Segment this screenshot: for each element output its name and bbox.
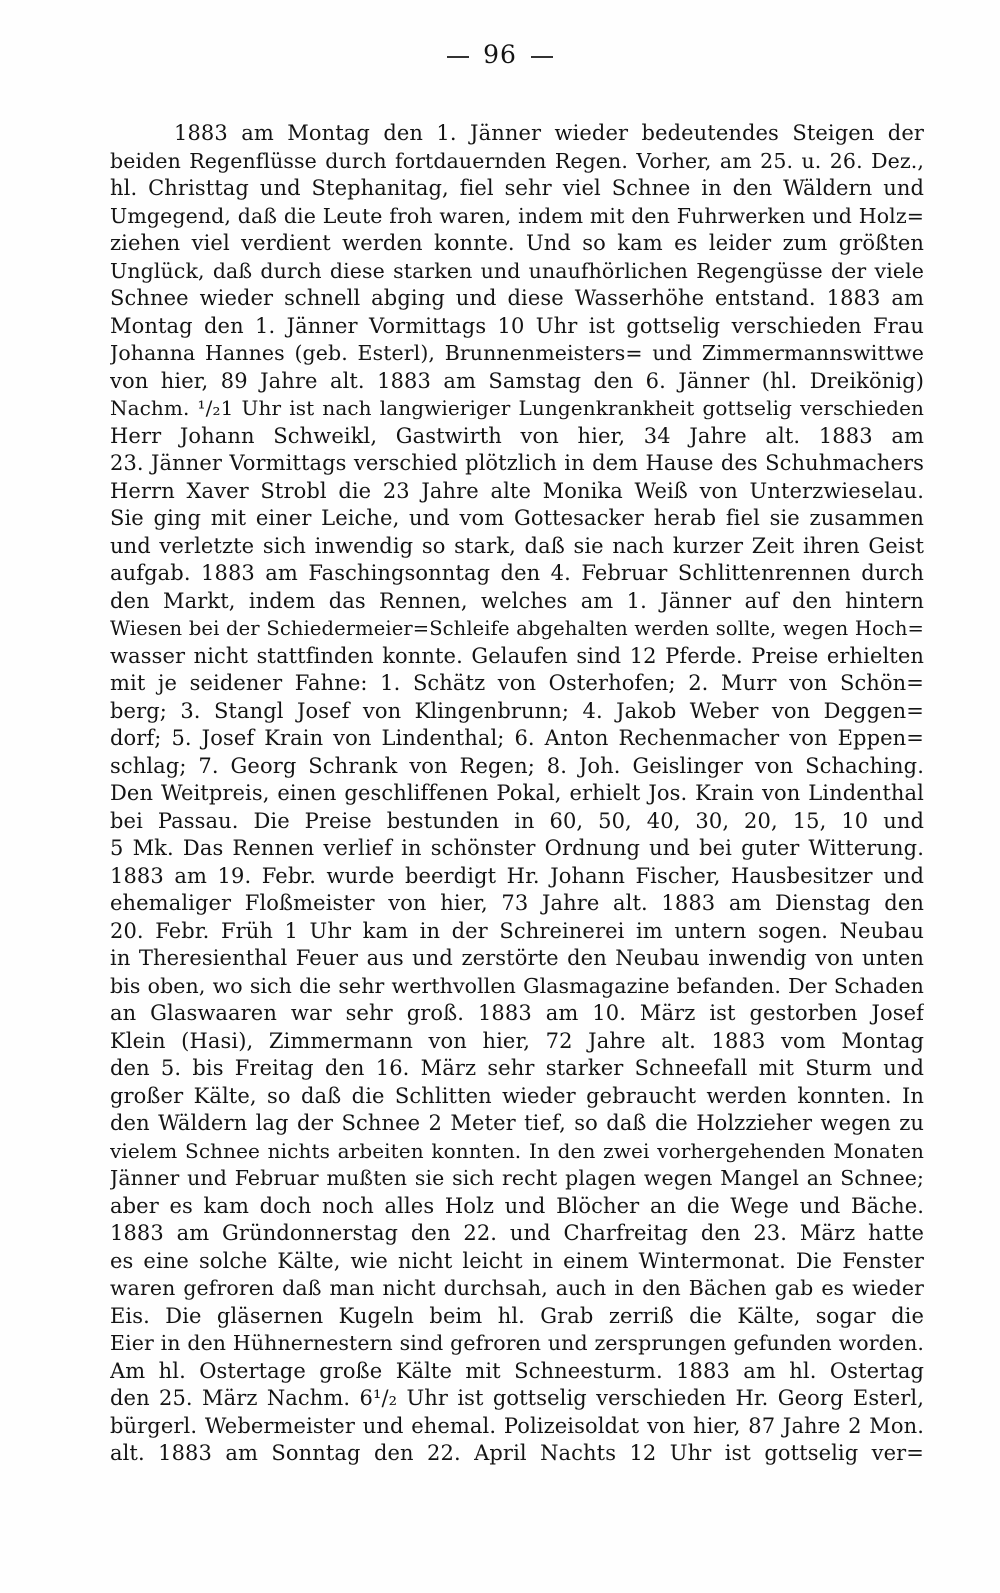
text-line: hl. Christtag und Stephanitag, fiel sehr viel Schnee in den Wäldern und [110, 176, 924, 200]
text-line: Montag den 1. Jänner Vormittags 10 Uhr ist gottselig verschieden Frau [110, 313, 924, 338]
text-line: Herrn Xaver Strobl die 23 Jahre alte Monika Weiß von Unterzwieselau. [110, 478, 924, 503]
text-line: den 25. März Nachm. 6¹/₂ Uhr ist gottselig verschieden Hr. Georg Esterl, [110, 1386, 924, 1410]
text-line: 23. Jänner Vormittags verschied plötzlich in dem Hause des Schuhmachers [110, 451, 924, 475]
text-line: Klein (Hasi), Zimmermann von hier, 72 Jahre alt. 1883 vom Montag [110, 1028, 924, 1053]
text-line: den Markt, indem das Rennen, welches am 1. Jänner auf den hintern [110, 588, 924, 613]
text-line: aufgab. 1883 am Faschingsonntag den 4. Februar Schlittenrennen durch [110, 561, 924, 585]
text-line: 1883 am 19. Febr. wurde beerdigt Hr. Johann Fischer, Hausbesitzer und [110, 863, 924, 888]
text-line: bürgerl. Webermeister und ehemal. Polizeisoldat von hier, 87 Jahre 2 Mon. [110, 1413, 924, 1438]
text-line: 1883 am Gründonnerstag den 22. und Charfreitag den 23. März hatte [110, 1221, 924, 1245]
text-line: Umgegend, daß die Leute froh waren, indem mit den Fuhrwerken und Holz= [110, 203, 924, 228]
text-line: Johanna Hannes (geb. Esterl), Brunnenmeisters= und Zimmermannswittwe [110, 341, 924, 365]
text-line: Sie ging mit einer Leiche, und vom Gottesacker herab fiel sie zusammen [110, 506, 924, 530]
text-line: Herr Johann Schweikl, Gastwirth von hier, 34 Jahre alt. 1883 am [110, 423, 924, 448]
text-line: 1883 am Montag den 1. Jänner wieder bedeutendes Steigen der [174, 121, 924, 145]
text-line: Wiesen bei der Schiedermeier=Schleife abgehalten werden sollte, wegen Hoch= [110, 617, 924, 640]
text-line: von hier, 89 Jahre alt. 1883 am Samstag den 6. Jänner (hl. Dreikönig) [110, 368, 924, 393]
page-number: 96 [483, 40, 517, 69]
text-line: waren gefroren daß man nicht durchsah, auch in den Bächen gab es wieder [110, 1276, 924, 1300]
text-line: wasser nicht stattfinden konnte. Gelaufen sind 12 Pferde. Preise erhielten [110, 643, 924, 668]
text-line: Den Weitpreis, einen geschliffenen Pokal, erhielt Jos. Krain von Lindenthal [110, 781, 924, 805]
text-line: es eine solche Kälte, wie nicht leicht in einem Wintermonat. Die Fenster [110, 1248, 924, 1273]
body-text [110, 120, 924, 1468]
text-line: Eier in den Hühnernestern sind gefroren und zersprungen gefunden worden. [110, 1331, 924, 1355]
header-dash-left [447, 56, 469, 58]
text-line: Am hl. Ostertage große Kälte mit Schneesturm. 1883 am hl. Ostertag [110, 1358, 924, 1383]
text-line: 20. Febr. Früh 1 Uhr kam in der Schreinerei im untern sogen. Neubau [110, 918, 924, 943]
text-line: in Theresienthal Feuer aus und zerstörte den Neubau inwendig von unten [110, 946, 924, 970]
header-dash-right [531, 56, 553, 58]
text-line: Unglück, daß durch diese starken und unaufhörlichen Regengüsse der viele [110, 258, 924, 283]
text-line: beiden Regenflüsse durch fortdauernden Regen. Vorher, am 25. u. 26. Dez., [110, 148, 924, 173]
text-line: an Glaswaaren war sehr groß. 1883 am 10. März ist gestorben Josef [110, 1001, 924, 1025]
text-line: schlag; 7. Georg Schrank von Regen; 8. Joh. Geislinger von Schaching. [110, 753, 924, 778]
text-line: ehemaliger Floßmeister von hier, 73 Jahre alt. 1883 am Dienstag den [110, 891, 924, 915]
text-line: großer Kälte, so daß die Schlitten wieder gebraucht werden konnten. In [110, 1083, 924, 1108]
text-line: den 5. bis Freitag den 16. März sehr starker Schneefall mit Sturm und [110, 1056, 924, 1080]
text-line: berg; 3. Stangl Josef von Klingenbrunn; 4. Jakob Weber von Deggen= [110, 698, 924, 723]
text-line: Jänner und Februar mußten sie sich recht plagen wegen Mangel an Schnee; [110, 1166, 924, 1190]
text-line: bis oben, wo sich die sehr werthvollen Glasmagazine befanden. Der Schaden [110, 973, 924, 998]
text-line: bei Passau. Die Preise bestunden in 60, 50, 40, 30, 20, 15, 10 und [110, 808, 924, 833]
text-line: aber es kam doch noch alles Holz und Blöcher an die Wege und Bäche. [110, 1193, 924, 1218]
text-line: und verletzte sich inwendig so stark, daß sie nach kurzer Zeit ihren Geist [110, 533, 924, 558]
text-line: vielem Schnee nichts arbeiten konnten. In den zwei vorhergehenden Monaten [110, 1138, 924, 1163]
page-header [0, 40, 1000, 69]
text-line: mit je seidener Fahne: 1. Schätz von Osterhofen; 2. Murr von Schön= [110, 671, 924, 695]
text-line: den Wäldern lag der Schnee 2 Meter tief, so daß die Holzzieher wegen zu [110, 1111, 924, 1135]
text-line: alt. 1883 am Sonntag den 22. April Nachts 12 Uhr ist gottselig ver= [110, 1441, 924, 1465]
text-line: dorf; 5. Josef Krain von Lindenthal; 6. Anton Rechenmacher von Eppen= [110, 726, 924, 750]
text-line: Schnee wieder schnell abging und diese Wasserhöhe entstand. 1883 am [110, 286, 924, 310]
text-line: ziehen viel verdient werden konnte. Und so kam es leider zum größten [110, 231, 924, 255]
text-line: 5 Mk. Das Rennen verlief in schönster Ordnung und bei guter Witterung. [110, 836, 924, 860]
text-line: Nachm. ¹/₂1 Uhr ist nach langwieriger Lungenkrankheit gottselig verschieden [110, 396, 924, 420]
text-line: Eis. Die gläsernen Kugeln beim hl. Grab zerriß die Kälte, sogar die [110, 1303, 924, 1328]
